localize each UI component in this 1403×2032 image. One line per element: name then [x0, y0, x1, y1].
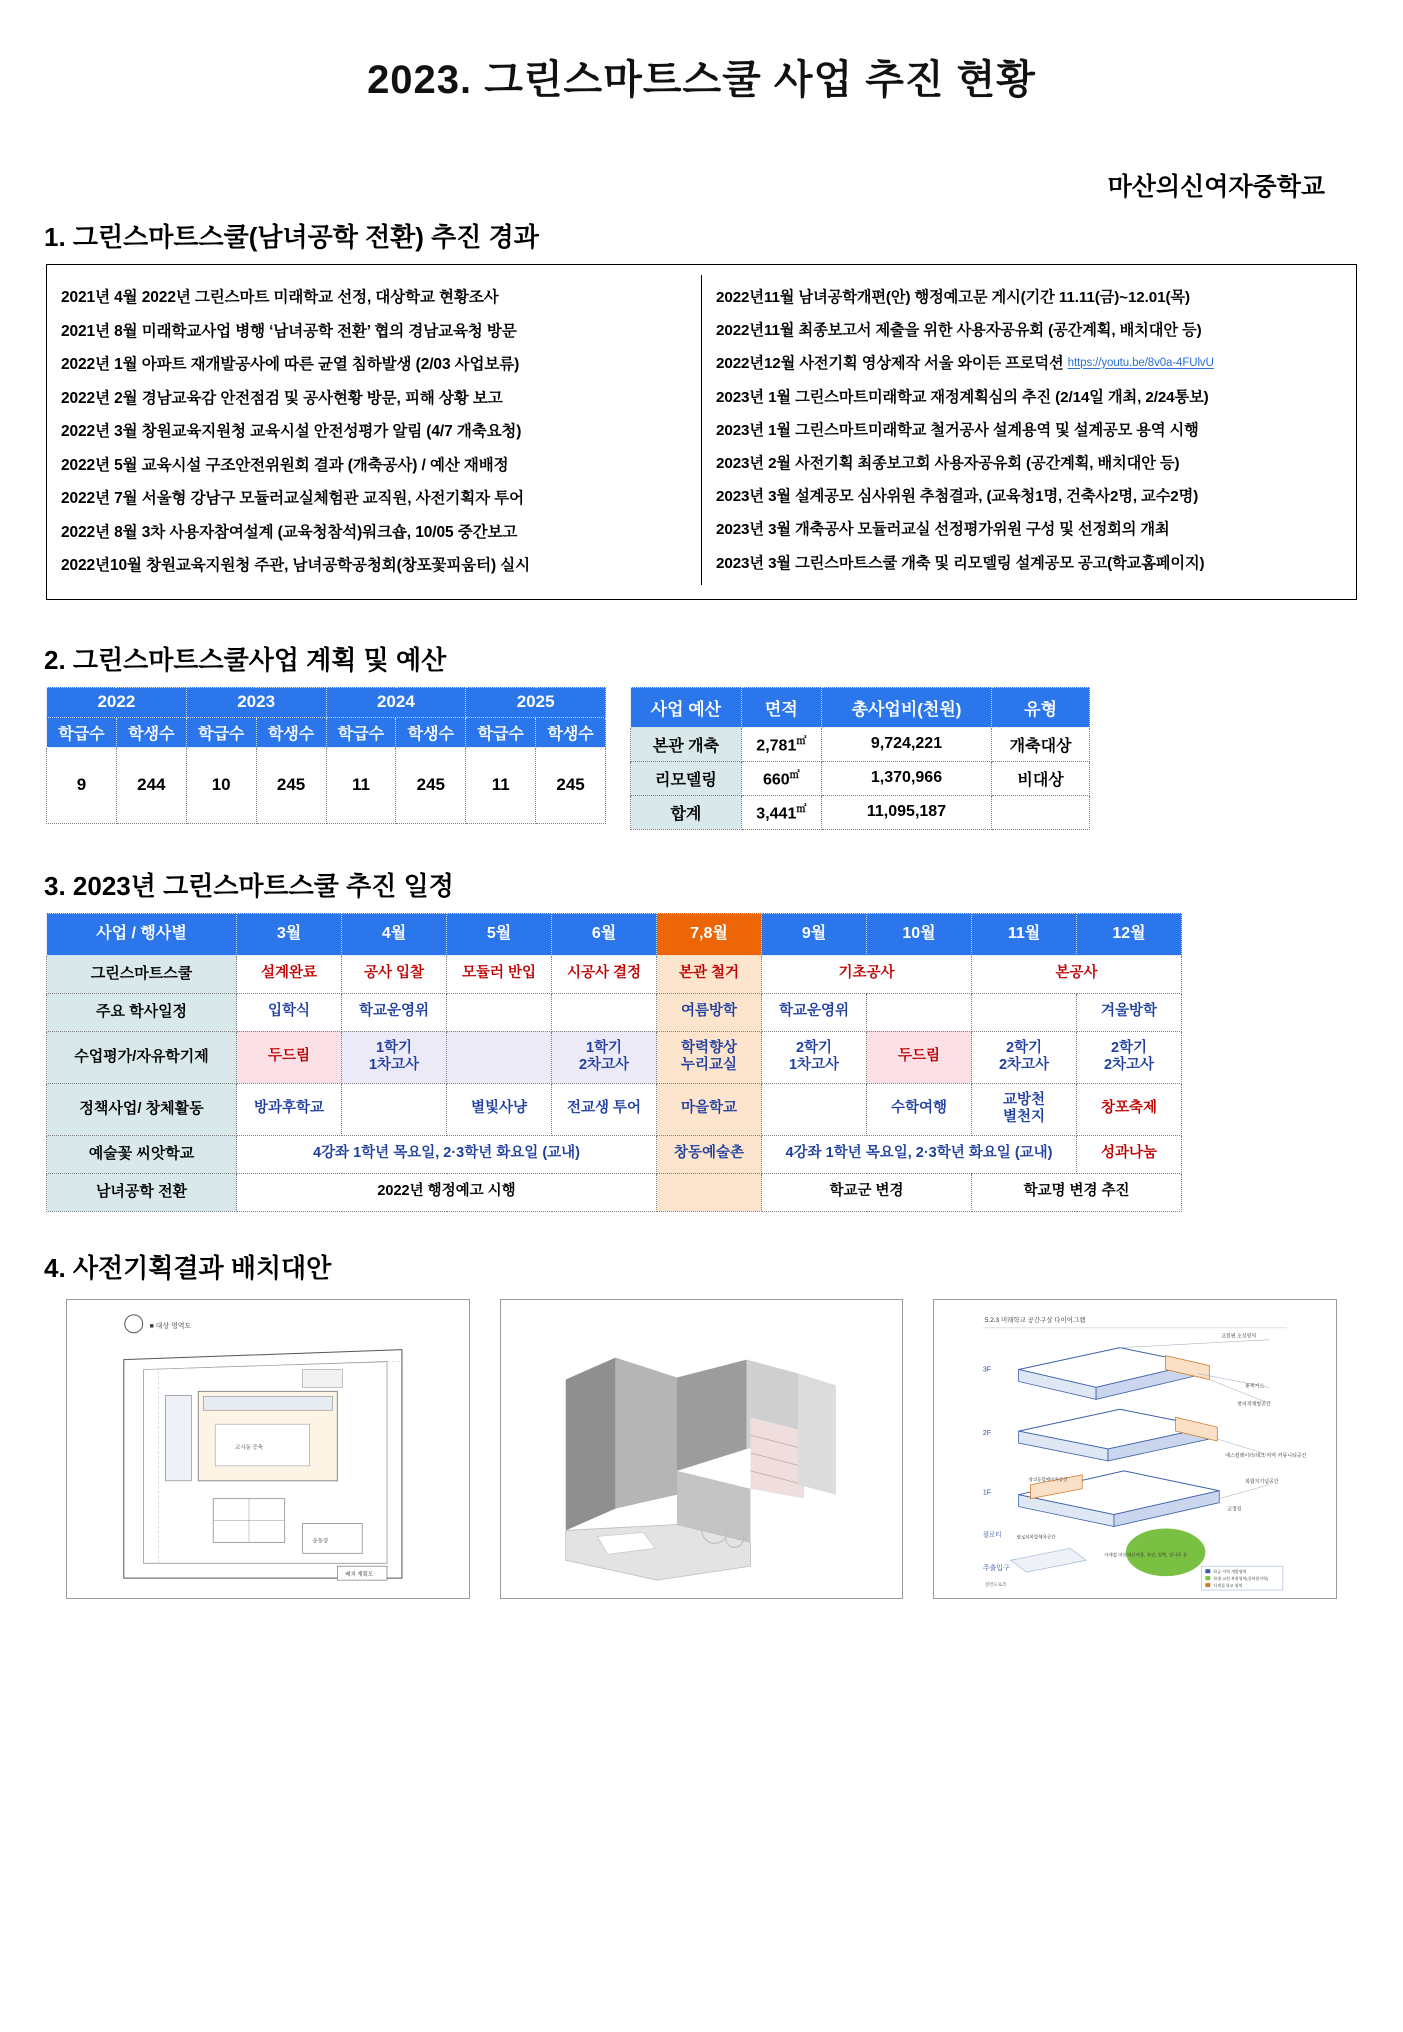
schedule-cell: 입학식	[237, 993, 342, 1031]
svg-text:배치 계획도: 배치 계획도	[345, 1571, 374, 1578]
schedule-cell: 2022년 행정예고 시행	[237, 1173, 657, 1211]
budget-header-cell: 면적	[741, 687, 821, 727]
schedule-month-header: 10월	[867, 913, 972, 955]
budget-item-name: 리모델링	[631, 761, 742, 795]
enrollment-table	[46, 687, 606, 824]
svg-text:2F: 2F	[983, 1429, 992, 1437]
section-3-title: 3. 2023년 그린스마트스쿨 추진 일정	[44, 870, 454, 901]
budget-header-row	[631, 687, 1090, 727]
schedule-cell	[552, 993, 657, 1031]
schedule-cell: 창포축제	[1077, 1083, 1182, 1135]
schedule-cell: 2학기 1차고사	[762, 1031, 867, 1083]
schedule-row-label: 정책사업/ 창체활동	[47, 1083, 237, 1135]
schedule-cell: 마을학교	[657, 1083, 762, 1135]
enrollment-value-row	[47, 747, 606, 823]
schedule-row-label: 수업평가/자유학기제	[47, 1031, 237, 1083]
budget-type	[992, 795, 1090, 829]
budget-item-name: 본관 개축	[631, 727, 742, 761]
schedule-cell: 교방천 별천지	[972, 1083, 1077, 1135]
schedule-row-label: 남녀공학 전환	[47, 1173, 237, 1211]
schedule-cell: 4강좌 1학년 목요일, 2·3학년 화요일 (교내)	[237, 1135, 657, 1173]
svg-text:창의융합메이커공간: 창의융합메이커공간	[1028, 1476, 1068, 1482]
svg-text:사계절 학교 영역: 사계절 학교 영역	[1213, 1582, 1243, 1588]
history-item-right: 2023년 3월 개축공사 모듈러교실 선정평가위원 구성 및 선정회의 개최	[716, 521, 1170, 539]
schedule-cell: 설계완료	[237, 955, 342, 993]
schedule-month-header: 11월	[972, 913, 1077, 955]
table-row	[47, 1031, 1182, 1083]
schedule-cell: 2학기 2차고사	[1077, 1031, 1182, 1083]
schedule-cell: 본공사	[972, 955, 1182, 993]
svg-text:교사동 증축: 교사동 증축	[235, 1444, 263, 1451]
enrollment-sub-header: 학급수	[186, 717, 256, 747]
enrollment-year-header: 2024	[326, 687, 466, 717]
budget-area: 3,441㎡	[741, 795, 821, 829]
history-column-right	[702, 275, 1356, 585]
schedule-cell: 학교명 변경 추진	[972, 1173, 1182, 1211]
schedule-cell: 수학여행	[867, 1083, 972, 1135]
enrollment-cell: 245	[256, 747, 326, 823]
schedule-cell: 4강좌 1학년 목요일, 2·3학년 화요일 (교내)	[762, 1135, 1077, 1173]
schedule-cell: 공사 입찰	[342, 955, 447, 993]
enrollment-sub-header: 학생수	[256, 717, 326, 747]
schedule-month-header: 3월	[237, 913, 342, 955]
section-2-tables	[46, 687, 1357, 830]
table-row	[631, 727, 1090, 761]
enrollment-sub-header: 학생수	[396, 717, 466, 747]
schedule-cell	[762, 1083, 867, 1135]
schedule-cell: 시공사 결정	[552, 955, 657, 993]
budget-header-cell: 유형	[992, 687, 1090, 727]
svg-text:전면도로측: 전면도로측	[985, 1581, 1007, 1587]
schedule-row-label: 주요 학사일정	[47, 993, 237, 1031]
svg-text:통복기스: 통복기스	[1245, 1383, 1265, 1389]
budget-cost: 1,370,966	[821, 761, 991, 795]
section-1-title: 1. 그린스마트스쿨(남녀공학 전환) 추진 경과	[44, 222, 539, 252]
schedule-cell	[657, 1173, 762, 1211]
page-title: 2023. 그린스마트스쿨 사업 추진 현황	[367, 58, 1036, 102]
history-item-right: 2023년 3월 그린스마트스쿨 개축 및 리모델링 설계공모 공고(학교홈페이지)	[716, 554, 1205, 572]
table-row	[47, 1135, 1182, 1173]
history-item-right: 2022년11월 남녀공학개편(안) 행정예고문 게시(기간 11.11(금)~12.01(목)	[716, 289, 1190, 306]
enrollment-year-header: 2025	[466, 687, 606, 717]
enrollment-year-header-row	[47, 687, 606, 717]
svg-text:1F: 1F	[983, 1489, 992, 1497]
schedule-cell: 모듈러 반입	[447, 955, 552, 993]
history-item-left: 2021년 8월 미래학교사업 병행 ‘남녀공학 전환’ 협의 경남교육청 방문	[61, 322, 517, 340]
svg-text:필로티: 필로티	[983, 1530, 1002, 1538]
history-item-right: 2023년 2월 사전기획 최종보고회 사용자공유회 (공간계획, 배치대안 등)	[716, 455, 1180, 473]
schedule-cell: 1학기 1차고사	[342, 1031, 447, 1083]
schedule-cell	[972, 993, 1077, 1031]
schedule-month-header: 7,8월	[657, 913, 762, 955]
enrollment-sub-header: 학생수	[536, 717, 606, 747]
history-item-left: 2022년 2월 경남교육감 안전점검 및 공사현황 방문, 피해 상황 보고	[61, 389, 503, 407]
enrollment-cell: 11	[466, 747, 536, 823]
schedule-cell: 여름방학	[657, 993, 762, 1031]
enrollment-year-header: 2023	[186, 687, 326, 717]
enrollment-cell: 9	[47, 747, 117, 823]
section-4-title: 4. 사전기획결과 배치대안	[44, 1252, 332, 1283]
svg-text:학급·지역 개방영역: 학급·지역 개방영역	[1213, 1568, 1247, 1574]
table-row	[47, 993, 1182, 1031]
budget-type: 비대상	[992, 761, 1090, 795]
budget-table	[630, 687, 1090, 830]
schedule-cell: 방과후학교	[237, 1083, 342, 1135]
svg-text:학생·교원 복합영역(융복합지역): 학생·교원 복합영역(융복합지역)	[1213, 1575, 1269, 1581]
svg-text:사계절 마산의신여중, 목련, 철쭉, 진나무 등: 사계절 마산의신여중, 목련, 철쭉, 진나무 등	[1104, 1551, 1188, 1557]
budget-item-name: 합계	[631, 795, 742, 829]
schedule-corner-header: 사업 / 행사별	[47, 913, 237, 955]
table-row	[47, 1173, 1182, 1211]
svg-text:운동장: 운동장	[312, 1537, 329, 1544]
history-item-left: 2022년 5월 교육시설 구조안전위원회 결과 (개축공사) / 예산 재배정	[61, 456, 509, 474]
svg-text:창의적체험공간: 창의적체험공간	[1237, 1401, 1271, 1407]
svg-text:5.2.3 미래학교 공간구상 다이어그램: 5.2.3 미래학교 공간구상 다이어그램	[985, 1316, 1086, 1324]
budget-header-cell: 총사업비(천원)	[821, 687, 991, 727]
enrollment-sub-header: 학급수	[326, 717, 396, 747]
schedule-cell: 학력향상 누리교실	[657, 1031, 762, 1083]
video-link[interactable]: https://youtu.be/8v0a-4FUlvU	[1067, 357, 1214, 370]
history-item-right: 2022년12월 사전기획 영상제작 서울 와이든 프로덕션 https://youtu.be/8v0a-4FUlvU	[716, 355, 1214, 373]
history-box	[46, 264, 1357, 600]
history-column-left	[47, 275, 702, 585]
figures-row	[66, 1299, 1337, 1599]
enrollment-cell: 11	[326, 747, 396, 823]
svg-text:필로티복합체육공간: 필로티복합체육공간	[1016, 1533, 1056, 1539]
enrollment-cell: 10	[186, 747, 256, 823]
enrollment-sub-header-row	[47, 717, 606, 747]
history-item-left: 2021년 4월 2022년 그린스마트 미래학교 선정, 대상학교 현황조사	[61, 289, 499, 306]
schedule-cell	[447, 1031, 552, 1083]
table-row	[47, 955, 1182, 993]
enrollment-sub-header: 학급수	[466, 717, 536, 747]
enrollment-sub-header: 학생수	[116, 717, 186, 747]
schedule-cell: 별빛사냥	[447, 1083, 552, 1135]
svg-text:교정원: 교정원	[1227, 1507, 1242, 1513]
table-row	[631, 795, 1090, 829]
figure-3d-massing	[500, 1299, 904, 1599]
history-item-right: 2023년 3월 설계공모 심사위원 추첨결과, (교육청1명, 건축사2명, 교수2명)	[716, 488, 1199, 506]
schedule-month-header: 4월	[342, 913, 447, 955]
history-item-left: 2022년 8월 3차 사용자참여설계 (교육청참석)워크숍, 10/05 중간보고	[61, 523, 518, 541]
schedule-row-label: 그린스마트스쿨	[47, 955, 237, 993]
budget-body	[631, 727, 1090, 829]
svg-text:3F: 3F	[983, 1366, 992, 1374]
schedule-cell: 1학기 2차고사	[552, 1031, 657, 1083]
schedule-cell: 두드림	[237, 1031, 342, 1083]
schedule-cell: 겨울방학	[1077, 993, 1182, 1031]
schedule-cell: 학교군 변경	[762, 1173, 972, 1211]
section-2-title: 2. 그린스마트스쿨사업 계획 및 예산	[44, 644, 447, 675]
schedule-body	[47, 955, 1182, 1211]
schedule-header-row	[47, 913, 1182, 955]
schedule-cell: 학교운영위	[342, 993, 447, 1031]
enrollment-sub-header: 학급수	[47, 717, 117, 747]
svg-text:주출입구: 주출입구	[983, 1564, 1011, 1572]
schedule-cell: 본관 철거	[657, 955, 762, 993]
table-row	[47, 1083, 1182, 1135]
enrollment-cell: 244	[116, 747, 186, 823]
history-item-left: 2022년 7월 서울형 강남구 모듈러교실체험관 교직원, 사전기획자 투어	[61, 490, 524, 507]
budget-cost: 11,095,187	[821, 795, 991, 829]
schedule-cell	[447, 993, 552, 1031]
schedule-month-header: 5월	[447, 913, 552, 955]
schedule-cell: 창동예술촌	[657, 1135, 762, 1173]
budget-area: 660㎡	[741, 761, 821, 795]
schedule-cell: 두드림	[867, 1031, 972, 1083]
figure-site-plan	[66, 1299, 470, 1599]
schedule-cell: 전교생 투어	[552, 1083, 657, 1135]
table-row	[631, 761, 1090, 795]
schedule-cell: 기초공사	[762, 955, 972, 993]
history-item-right: 2023년 1월 그린스마트미래학교 철거공사 설계용역 및 설계공모 용역 시행	[716, 421, 1199, 439]
enrollment-cell: 245	[396, 747, 466, 823]
budget-area: 2,781㎡	[741, 727, 821, 761]
history-item-left: 2022년10월 창원교육지원청 주관, 남녀공학공청회(창포꽃피움터) 실시	[61, 557, 530, 574]
budget-type: 개축대상	[992, 727, 1090, 761]
history-item-left: 2022년 1월 아파트 재개발공사에 따른 균열 침하발생 (2/03 사업보류)	[61, 356, 520, 373]
school-name: 마산의신여자중학교	[1107, 173, 1325, 201]
schedule-row-label: 예술꽃 씨앗학교	[47, 1135, 237, 1173]
history-item-right: 2023년 1월 그린스마트미래학교 재정계획심의 추진 (2/14일 개최, 2/24통보)	[716, 388, 1209, 406]
enrollment-year-header: 2022	[47, 687, 187, 717]
schedule-month-header: 9월	[762, 913, 867, 955]
schedule-cell: 학교운영위	[762, 993, 867, 1031]
budget-header-cell: 사업 예산	[631, 687, 742, 727]
schedule-month-header: 12월	[1077, 913, 1182, 955]
svg-text:복합지기념공간: 복합지기념공간	[1245, 1479, 1279, 1485]
svg-text:에스컬레이터/데크·지역·커뮤니티공간: 에스컬레이터/데크·지역·커뮤니티공간	[1225, 1453, 1307, 1459]
document-page	[0, 48, 1403, 2032]
schedule-cell	[867, 993, 972, 1031]
schedule-cell: 2학기 2차고사	[972, 1031, 1077, 1083]
schedule-table	[46, 913, 1182, 1212]
enrollment-cell: 245	[536, 747, 606, 823]
schedule-month-header: 6월	[552, 913, 657, 955]
schedule-cell	[342, 1083, 447, 1135]
svg-text:교원편 조성영역: 교원편 조성영역	[1221, 1334, 1257, 1340]
figure-space-diagram	[933, 1299, 1337, 1599]
history-item-right: 2022년11월 최종보고서 제출을 위한 사용자공유회 (공간계획, 배치대안 등)	[716, 322, 1202, 340]
schedule-cell: 성과나눔	[1077, 1135, 1182, 1173]
svg-text:■ 대상 영역도: ■ 대상 영역도	[149, 1322, 192, 1330]
budget-cost: 9,724,221	[821, 727, 991, 761]
history-item-left: 2022년 3월 창원교육지원청 교육시설 안전성평가 알림 (4/7 개축요청)	[61, 423, 522, 440]
